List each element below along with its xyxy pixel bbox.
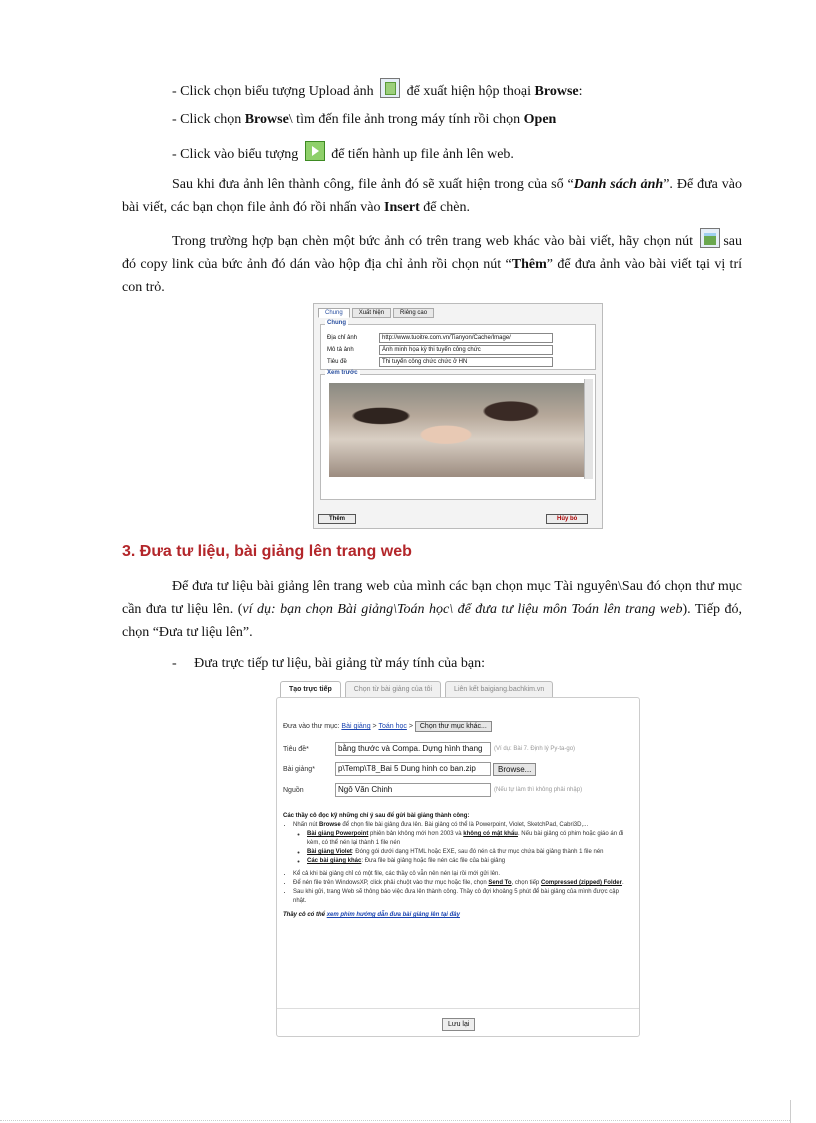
- tab-link-bachkim[interactable]: Liên kết baigiang.bachkim.vn: [445, 681, 553, 697]
- para-bold-italic: Danh sách ảnh: [573, 177, 664, 192]
- folder-label: Đưa vào thư mục:: [283, 723, 340, 730]
- lesson-row: [283, 762, 536, 776]
- note-bold: không có mật khẩu: [463, 831, 518, 837]
- para-text: ”. Để đưa vào bài viết, các bạn chọn file ảnh đó rồi nhấn vào: [122, 177, 742, 215]
- save-button[interactable]: Lưu lại: [442, 1018, 475, 1031]
- step-text: để xuất hiện hộp thoại: [406, 84, 535, 99]
- step-browse: [172, 108, 752, 131]
- notes-title: Các thầy cô đọc kỹ những chỉ ý sau để gửi bài giảng thành công:: [283, 813, 470, 819]
- page-corner-mark: [790, 1100, 791, 1123]
- list-item: [293, 888, 627, 906]
- paragraph-upload-resources: [122, 575, 742, 644]
- title-hint: (Ví dụ: Bài 7. Định lý Py-ta-go): [494, 746, 576, 752]
- upload-lesson-form: [276, 681, 640, 1037]
- bullet-text: Đưa trực tiếp tư liệu, bài giảng từ máy tính của bạn:: [194, 656, 485, 671]
- step-text: :: [578, 84, 583, 99]
- preview-fieldset: [320, 370, 596, 500]
- upload-panel: [276, 697, 640, 1037]
- para-text: Để đưa tư liệu bài giảng lên trang web của mình các bạn chọn mục Tài nguyên\Sau đó chọn thư mục cần đưa tư liệu lên. (: [122, 579, 742, 617]
- note-text: phiên bản không mới hơn 2003 và: [368, 831, 464, 837]
- paragraph-image-list: [122, 173, 742, 219]
- list-item: [307, 830, 627, 848]
- note-text: .: [621, 880, 624, 886]
- field-label: Tiêu đề: [327, 359, 347, 365]
- para-bold: Thêm: [511, 257, 547, 272]
- dash-marker: -: [172, 656, 195, 671]
- note-text: . Nếu bài giảng có phim hoặc giáo án đi kèm, có thể nén lại thành 1 file nén: [307, 831, 624, 846]
- list-item: [293, 879, 627, 888]
- para-text: để chèn.: [419, 200, 470, 215]
- list-item: [307, 857, 627, 866]
- choose-folder-button[interactable]: Chọn thư mục khác...: [415, 721, 492, 732]
- para-text: sau đó copy link của bức ảnh đó dán vào hộp địa chỉ ảnh rồi chọn nút “: [122, 234, 742, 272]
- image-title-input[interactable]: Thi tuyển công chức chức ở HN: [379, 357, 553, 367]
- browse-button[interactable]: Browse...: [493, 763, 536, 776]
- step-text: - Click chọn biểu tượng Upload ảnh: [172, 84, 374, 99]
- upload-tabs: [280, 681, 553, 697]
- list-item: [293, 821, 627, 866]
- note-bold: Browse: [319, 822, 341, 828]
- image-url-input[interactable]: http://www.tuoitre.com.vn/Tianyon/Cache/Image/: [379, 333, 553, 343]
- tutorial-link[interactable]: xem phim hướng dẫn đưa bài giảng lên tại đây: [326, 912, 460, 918]
- para-text: Trong trường hợp bạn chèn một bức ảnh có trên trang web khác vào bài viết, hãy chọn nút: [172, 234, 698, 249]
- step-bold: Browse: [244, 112, 289, 127]
- note-text: , chọn tiếp: [511, 880, 541, 886]
- image-properties-dialog: [313, 303, 603, 529]
- field-row: [327, 345, 553, 355]
- section-heading: 3. Đưa tư liệu, bài giảng lên trang web: [122, 543, 412, 560]
- lesson-label: Bài giảng*: [283, 765, 315, 773]
- tutorial-line: [283, 911, 627, 920]
- tab-direct[interactable]: Tạo trực tiếp: [280, 681, 341, 697]
- note-bold: Bài giảng Violet: [307, 849, 352, 855]
- step-text: \ tìm đến file ảnh trong máy tính rồi chọn: [288, 112, 524, 127]
- folder-link-math[interactable]: Toán học: [378, 723, 407, 730]
- list-item: [307, 848, 627, 857]
- para-text: ” để đưa ảnh vào bài viết tại vị trí con trỏ.: [122, 257, 742, 295]
- title-row: [283, 742, 575, 756]
- step-text: - Click vào biểu tượng: [172, 147, 299, 162]
- note-text: để chọn file bài giảng đưa lên. Bài giảng có thể là Powerpoint, Violet, SketchPad, Cabri3D,...: [340, 822, 589, 828]
- folder-link-lessons[interactable]: Bài giảng: [341, 723, 371, 730]
- para-italic: ví dụ: bạn chọn Bài giảng\Toán học\ để đưa tư liệu môn Toán lên trang web: [242, 602, 683, 617]
- insert-image-icon: [700, 228, 720, 248]
- para-bold: Insert: [384, 200, 420, 215]
- bullet-direct-upload: [172, 652, 752, 675]
- general-fieldset: [320, 320, 596, 370]
- note-bold: Compressed (zipped) Folder: [540, 880, 622, 886]
- play-upload-icon: [305, 141, 325, 161]
- note-text: Kể cả khi bài giảng chỉ có một file, các thầy cô vẫn nên nén lại rồi mới gửi lên.: [293, 871, 501, 877]
- note-bold: Các bài giảng khác: [307, 858, 362, 864]
- folder-row: [283, 723, 492, 730]
- cancel-button[interactable]: Hủy bỏ: [546, 514, 588, 524]
- preview-legend: Xem trước: [327, 370, 358, 376]
- folder-separator: >: [406, 723, 415, 730]
- divider: [277, 1008, 639, 1009]
- preview-scrollbar[interactable]: [584, 379, 593, 479]
- field-label: Mô tả ảnh: [327, 347, 354, 353]
- note-text: : Đưa file bài giảng hoặc file nén các file của bài giảng: [361, 858, 506, 864]
- preview-photo: [329, 383, 589, 477]
- folder-separator: >: [370, 723, 379, 730]
- upload-notes: [283, 812, 627, 920]
- step-text: - Click chọn: [172, 112, 245, 127]
- lesson-file-input[interactable]: p\Temp\T8_Bai 5 Dung hinh co ban.zip: [335, 762, 491, 776]
- page-footer-line: [0, 1120, 790, 1121]
- para-text: ). Tiếp đó, chọn “Đưa tư liệu lên”.: [122, 602, 743, 640]
- step-text: để tiến hành up file ảnh lên web.: [331, 147, 514, 162]
- general-legend: Chung: [327, 320, 346, 326]
- dialog-tabs: [318, 308, 434, 318]
- tab-advanced[interactable]: Riêng cao: [393, 308, 434, 318]
- notes-list: [283, 821, 627, 906]
- source-input[interactable]: Ngô Văn Chinh: [335, 783, 491, 797]
- step-bold: Open: [523, 112, 557, 127]
- step-bold: Browse: [534, 84, 579, 99]
- para-text: Sau khi đưa ảnh lên thành công, file ảnh đó sẽ xuất hiện trong của sổ “: [172, 177, 574, 192]
- tab-general[interactable]: Chung: [318, 308, 350, 318]
- title-input[interactable]: bằng thước và Compa. Dựng hình thang: [335, 742, 491, 756]
- title-label: Tiêu đề*: [283, 745, 309, 753]
- note-text: : Đóng gói dưới dạng HTML hoặc EXE, sau đó nén cả thư mục chứa bài giảng thành 1 file nén: [351, 849, 604, 855]
- tab-my-lessons[interactable]: Chọn từ bài giảng của tôi: [345, 681, 441, 697]
- list-item: [293, 870, 627, 879]
- upload-image-icon: [380, 78, 400, 98]
- source-row: [283, 783, 582, 797]
- tab-appearance[interactable]: Xuất hiện: [352, 308, 391, 318]
- note-bold: Send To: [488, 880, 512, 886]
- field-label: Địa chỉ ảnh: [327, 335, 358, 341]
- image-description-input[interactable]: Ảnh minh họa kỳ thi tuyển công chức: [379, 345, 553, 355]
- note-text: Nhấn nút: [293, 822, 320, 828]
- source-hint: (Nếu tự làm thì không phải nhập): [494, 787, 583, 793]
- add-button[interactable]: Thêm: [318, 514, 356, 524]
- source-label: Nguồn: [283, 786, 304, 794]
- tutorial-text: Thầy cô có thể: [283, 912, 327, 918]
- step-upload: [172, 78, 752, 103]
- step-upload-click: [172, 141, 752, 166]
- note-text: Để nén file trên WindowsXP, click phải chuột vào thư mục hoặc file, chọn: [293, 880, 489, 886]
- note-text: Sau khi gửi, trang Web sẽ thông báo việc đưa lên thành công. Thầy cô đợi khoảng 5 phút để bài giảng của mình được cập nhật.: [293, 889, 619, 904]
- notes-sublist: [293, 830, 627, 866]
- field-row: [327, 333, 553, 343]
- note-bold: Bài giảng Powerpoint: [307, 831, 369, 837]
- field-row: [327, 357, 553, 367]
- paragraph-external-image: [122, 228, 742, 299]
